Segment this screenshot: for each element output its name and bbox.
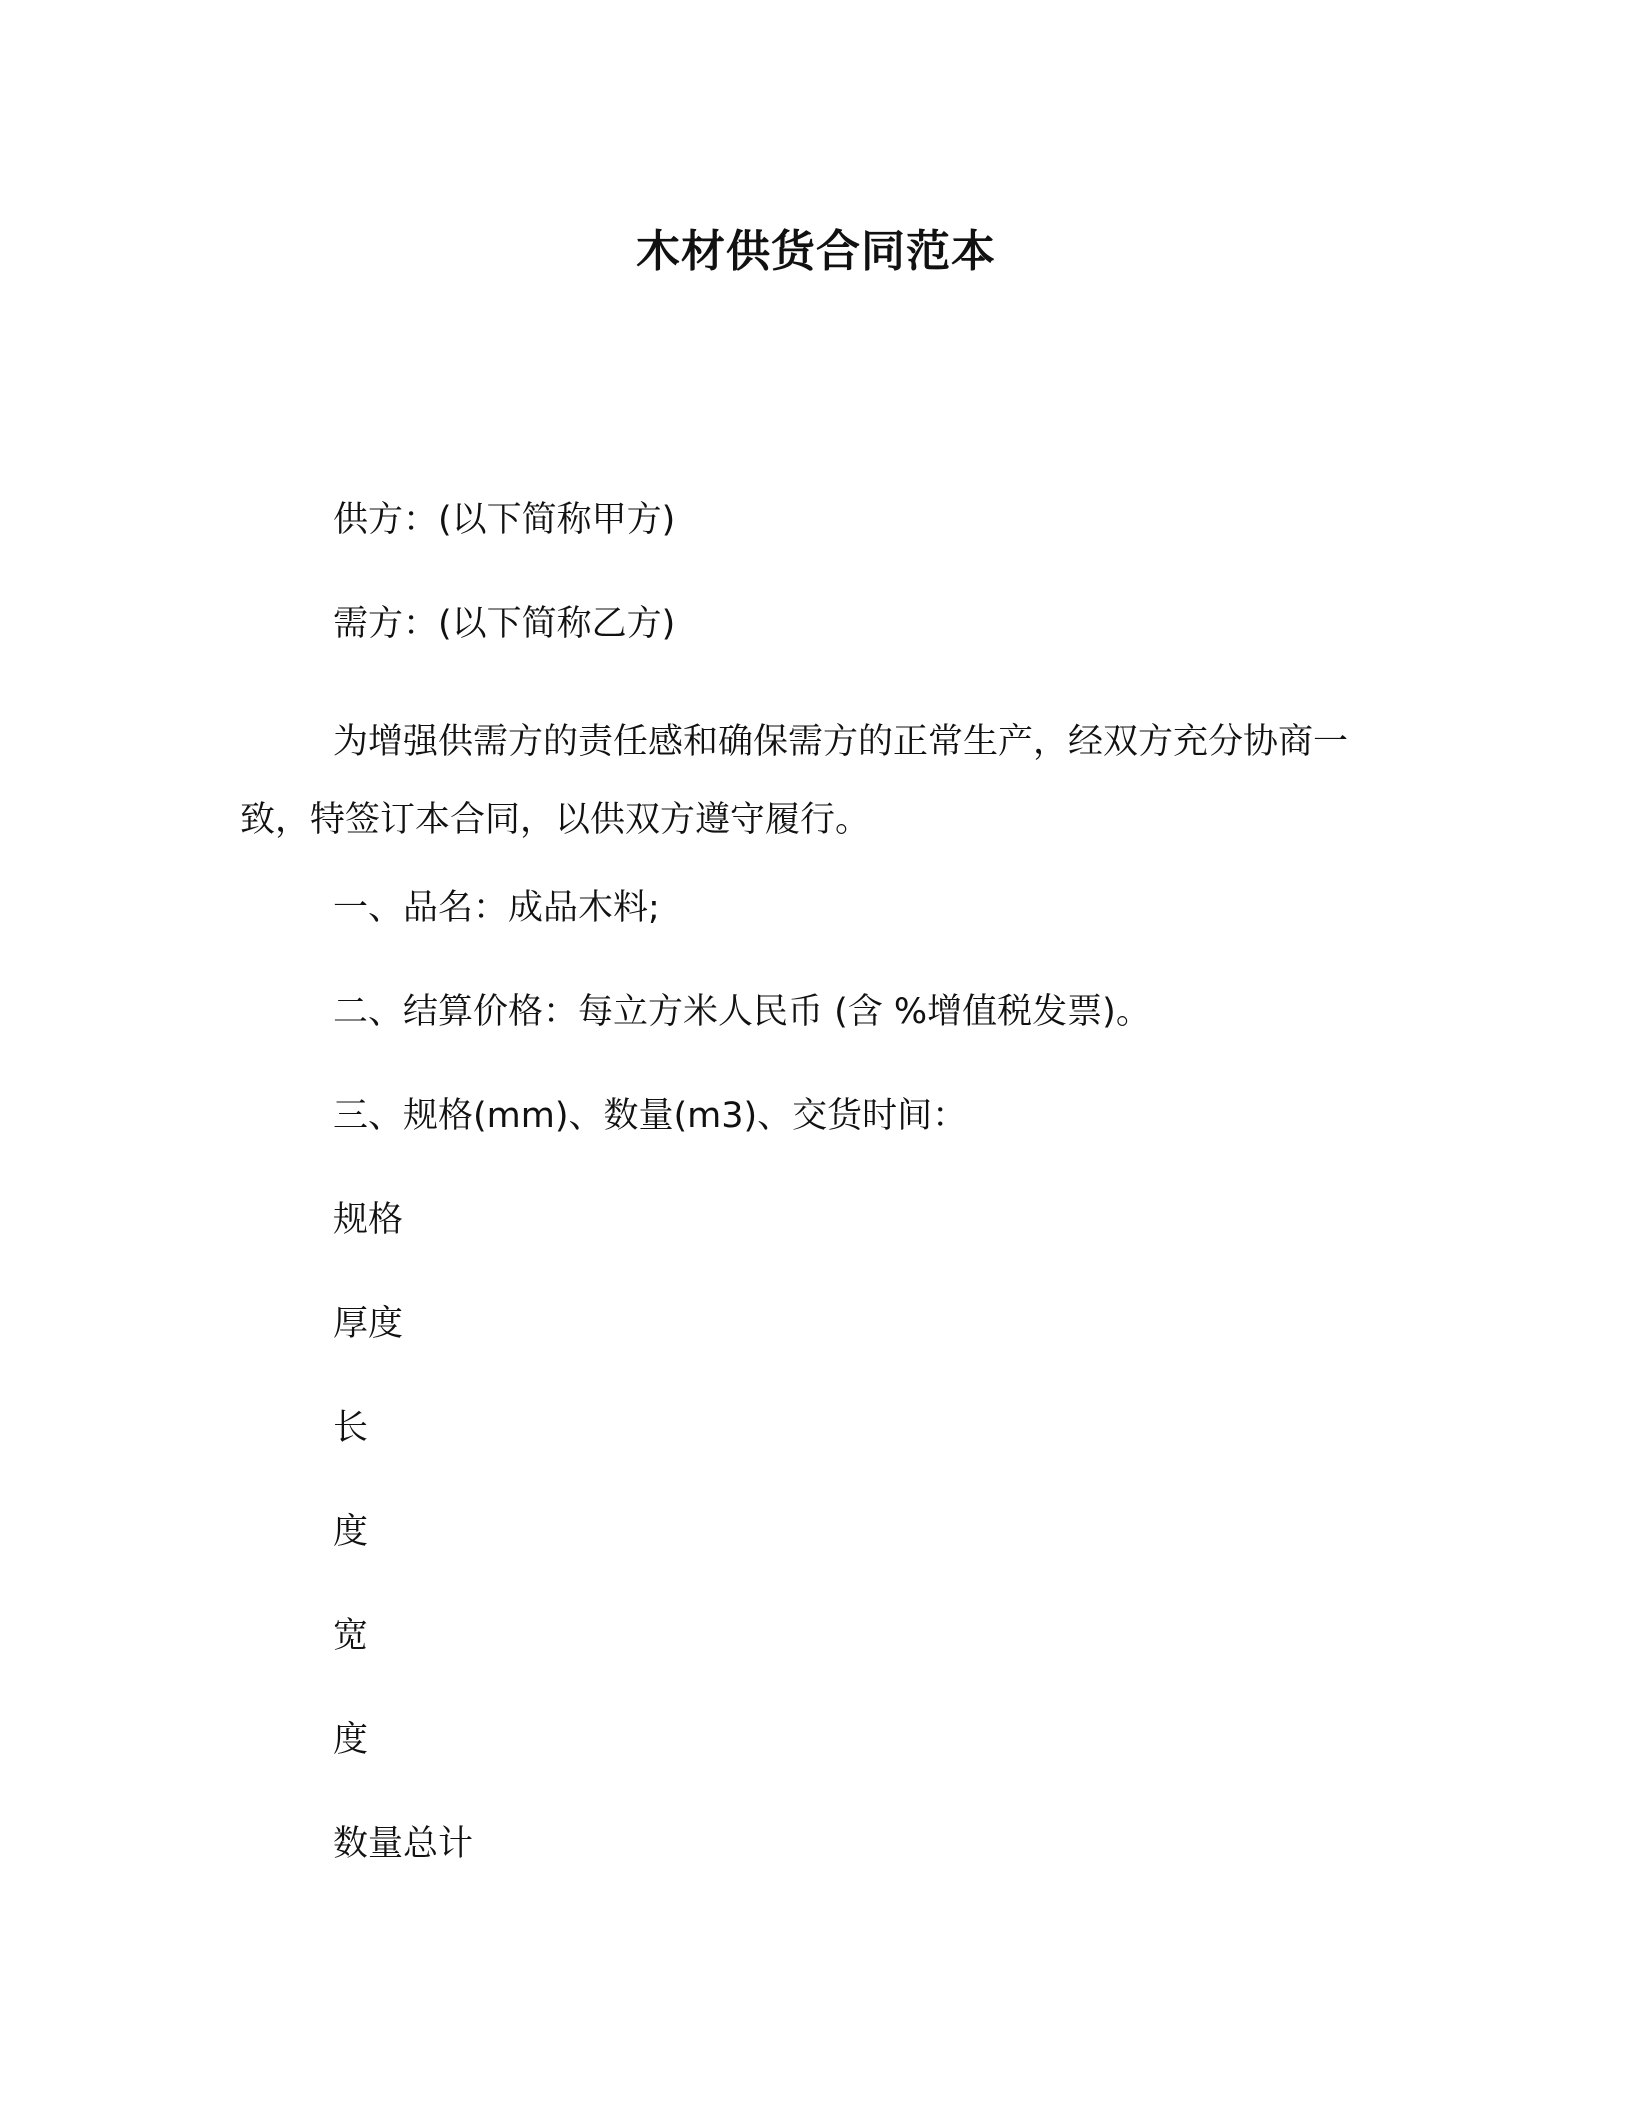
spec-item-width-char2: 度 <box>333 1720 369 1760</box>
document-title: 木材供货合同范本 <box>636 226 996 277</box>
spec-item-specification: 规格 <box>333 1200 404 1240</box>
clause-spec-quantity-delivery: 三、规格(mm)、数量(m3)、交货时间： <box>333 1096 968 1136</box>
clause-product-name: 一、品名：成品木料; <box>333 888 660 928</box>
spec-item-width-char1: 宽 <box>333 1616 369 1656</box>
spec-item-thickness: 厚度 <box>333 1304 404 1344</box>
intro-paragraph: 为增强供需方的责任感和确保需方的正常生产，经双方充分协商一致，特签订本合同，以供双方遵守履行。 <box>240 722 1349 840</box>
buyer-line: 需方：(以下简称乙方) <box>333 604 676 644</box>
clause-settlement-price: 二、结算价格：每立方米人民币 (含 %增值税发票)。 <box>333 992 1151 1032</box>
spec-item-length-char2: 度 <box>333 1512 369 1552</box>
spec-item-length-char1: 长 <box>333 1408 369 1448</box>
supplier-line: 供方：(以下简称甲方) <box>333 500 676 540</box>
spec-item-total-quantity: 数量总计 <box>333 1824 474 1864</box>
